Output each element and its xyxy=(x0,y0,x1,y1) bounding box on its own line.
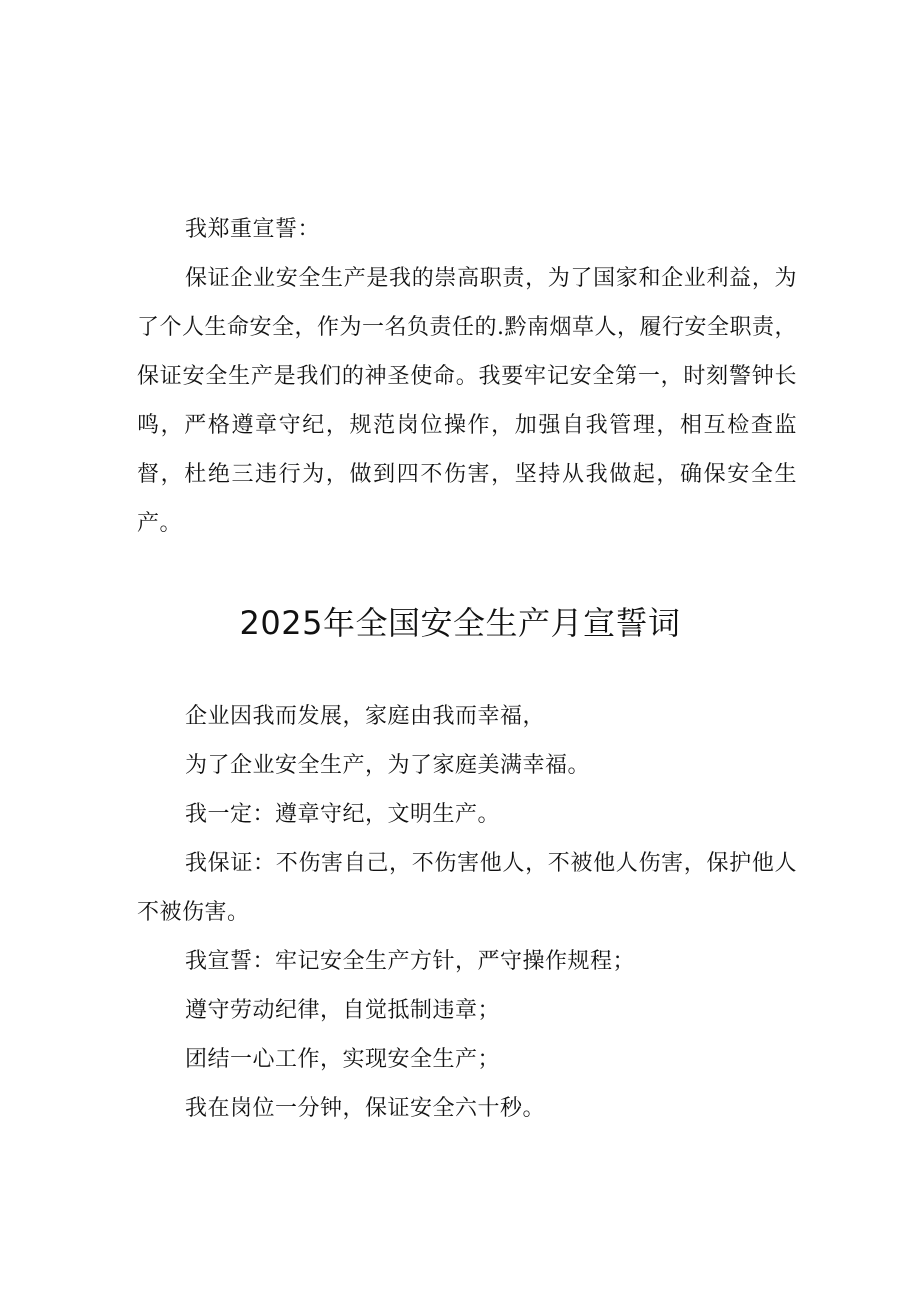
oath-line: 遵守劳动纪律，自觉抵制违章； xyxy=(185,998,501,1023)
oath-line: 为了企业安全生产，为了家庭美满幸福。 xyxy=(185,753,591,778)
oath-section xyxy=(137,692,797,1133)
oath-line: 我保证：不伤害自己，不伤害他人，不被他人伤害，保护他人不被伤害。 xyxy=(137,851,797,925)
pledge-paragraph: 保证企业安全生产是我的崇高职责，为了国家和企业利益，为了个人生命安全，作为一名负责任的.黔南烟草人，履行安全职责，保证安全生产是我们的神圣使命。我要牢记安全第一，时刻警钟长鸣，严格遵章守纪，规范岗位操作，加强自我管理，相互检查监督，杜绝三违行为，做到四不伤害，坚持从我做起，确保安全生产。 xyxy=(137,266,797,536)
oath-line: 企业因我而发展，家庭由我而幸福， xyxy=(185,704,546,729)
oath-line: 团结一心工作，实现安全生产； xyxy=(185,1047,501,1072)
pledge-section xyxy=(137,205,797,548)
oath-line: 我一定：遵章守纪，文明生产。 xyxy=(185,802,501,827)
oath-line: 我宣誓：牢记安全生产方针，严守操作规程； xyxy=(185,949,636,974)
oath-line: 我在岗位一分钟，保证安全六十秒。 xyxy=(185,1096,546,1121)
pledge-heading: 我郑重宣誓： xyxy=(185,217,321,242)
document-title: 2025年全国安全生产月宣誓词 xyxy=(239,604,681,642)
